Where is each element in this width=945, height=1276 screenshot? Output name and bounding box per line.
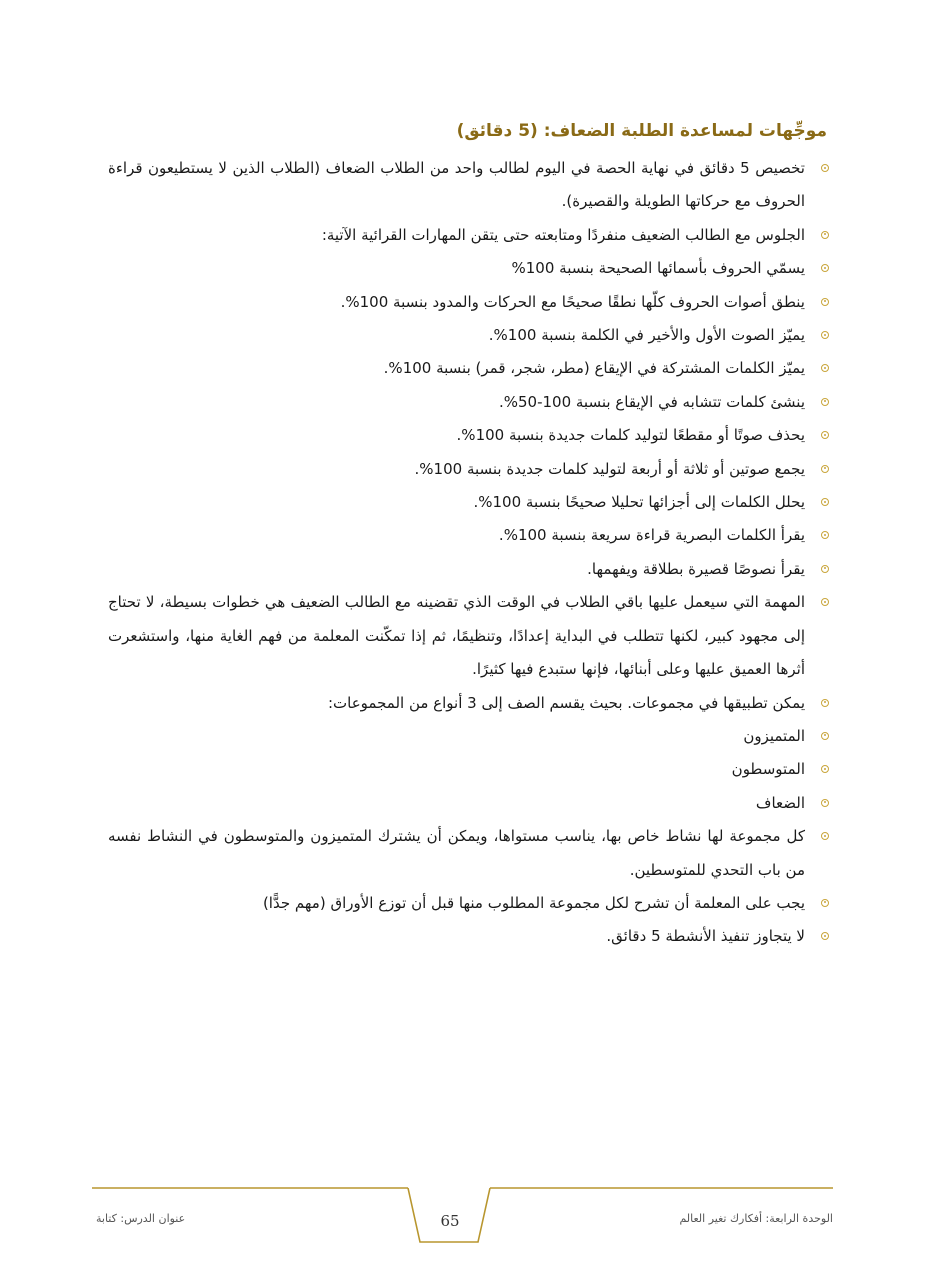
circle-bullet-icon	[821, 699, 829, 707]
bullet-list	[108, 152, 833, 954]
footer-lesson-title: عنوان الدرس: كتابة	[96, 1212, 186, 1225]
list-item	[108, 419, 833, 452]
list-item	[108, 486, 833, 519]
circle-bullet-icon	[821, 164, 829, 172]
circle-bullet-icon	[821, 799, 829, 807]
list-item	[108, 453, 833, 486]
circle-bullet-icon	[821, 398, 829, 406]
list-item	[108, 586, 833, 686]
list-item-text: يقرأ الكلمات البصرية قراءة سريعة بنسبة 100%.	[498, 526, 805, 545]
list-item	[108, 386, 833, 419]
section-heading: موجِّهات لمساعدة الطلبة الضعاف: (5 دقائق)	[456, 121, 827, 141]
list-item-text: المتميزون	[743, 726, 805, 745]
list-item-text: يجمع صوتين أو ثلاثة أو أربعة لتوليد كلمات جديدة بنسبة 100%.	[414, 459, 805, 478]
list-item	[108, 820, 833, 887]
circle-bullet-icon	[821, 465, 829, 473]
footer-unit-title: الوحدة الرابعة: أفكارك تغير العالم	[679, 1212, 833, 1225]
list-item	[108, 286, 833, 319]
circle-bullet-icon	[821, 598, 829, 606]
circle-bullet-icon	[821, 765, 829, 773]
list-item-text: تخصيص 5 دقائق في نهاية الحصة في اليوم لطالب واحد من الطلاب الضعاف (الطلاب الذين لا يستطيعون قراءة الحروف مع حركاتها الطويلة والقصيرة).	[108, 159, 805, 211]
list-item	[108, 152, 833, 219]
list-item-text: ينشئ كلمات تتشابه في الإيقاع بنسبة 100-50%.	[498, 392, 805, 411]
circle-bullet-icon	[821, 732, 829, 740]
list-item-text: يسمّي الحروف بأسمائها الصحيحة بنسبة 100%	[511, 259, 805, 278]
list-item	[108, 920, 833, 953]
circle-bullet-icon	[821, 231, 829, 239]
list-item-text: يجب على المعلمة أن تشرح لكل مجموعة المطلوب منها قبل أن توزع الأوراق (مهم جدًّا)	[262, 893, 805, 912]
circle-bullet-icon	[821, 431, 829, 439]
circle-bullet-icon	[821, 565, 829, 573]
list-item	[108, 553, 833, 586]
list-item-text: يميّز الكلمات المشتركة في الإيقاع (مطر، شجر، قمر) بنسبة 100%.	[383, 359, 805, 378]
list-item-text: كل مجموعة لها نشاط خاص بها، يناسب مستواها، ويمكن أن يشترك المتميزون والمتوسطون في النشاط نفسه من باب التحدي للمتوسطين.	[108, 827, 805, 879]
list-item	[108, 720, 833, 753]
list-item-text: يحلل الكلمات إلى أجزائها تحليلا صحيحًا بنسبة 100%.	[473, 493, 805, 512]
list-item-text: المتوسطون	[731, 760, 805, 779]
list-item-text: الجلوس مع الطالب الضعيف منفردًا ومتابعته حتى يتقن المهارات القرائية الآتية:	[321, 225, 805, 244]
list-item-text: يميّز الصوت الأول والأخير في الكلمة بنسبة 100%.	[488, 326, 805, 345]
list-item-text: الضعاف	[755, 793, 805, 812]
circle-bullet-icon	[821, 331, 829, 339]
list-item-text: يمكن تطبيقها في مجموعات. بحيث يقسم الصف إلى 3 أنواع من المجموعات:	[327, 693, 805, 712]
page-number: 65	[440, 1212, 460, 1230]
list-item	[108, 687, 833, 720]
circle-bullet-icon	[821, 932, 829, 940]
list-item	[108, 519, 833, 552]
list-item	[108, 352, 833, 385]
list-item-text: يقرأ نصوصًا قصيرة بطلاقة ويفهمها.	[587, 559, 805, 578]
list-item-text: المهمة التي سيعمل عليها باقي الطلاب في الوقت الذي تقضينه مع الطالب الضعيف هي خطوات بسيطة، لا تحتاج إلى مجهود كبير، لكنها تتطلب في البداية إعدادًا، وتنظيمًا، ثم إذا تمكّنت المعلمة من فهم الغاية منها، واستشعرت أثرها العميق عليها وعلى أبنائها، فإنها ستبدع فيها كثيرًا.	[108, 593, 805, 679]
content-area	[108, 152, 833, 954]
circle-bullet-icon	[821, 364, 829, 372]
list-item	[108, 219, 833, 252]
list-item	[108, 753, 833, 786]
list-item-text: يحذف صوتًا أو مقطعًا لتوليد كلمات جديدة بنسبة 100%.	[456, 426, 805, 445]
list-item	[108, 787, 833, 820]
list-item-text: لا يتجاوز تنفيذ الأنشطة 5 دقائق.	[606, 927, 805, 946]
circle-bullet-icon	[821, 298, 829, 306]
list-item-text: ينطق أصوات الحروف كلّها نطقًا صحيحًا مع الحركات والمدود بنسبة 100%.	[340, 292, 805, 311]
list-item	[108, 319, 833, 352]
circle-bullet-icon	[821, 264, 829, 272]
list-item	[108, 887, 833, 920]
circle-bullet-icon	[821, 531, 829, 539]
list-item	[108, 252, 833, 285]
circle-bullet-icon	[821, 832, 829, 840]
circle-bullet-icon	[821, 498, 829, 506]
circle-bullet-icon	[821, 899, 829, 907]
